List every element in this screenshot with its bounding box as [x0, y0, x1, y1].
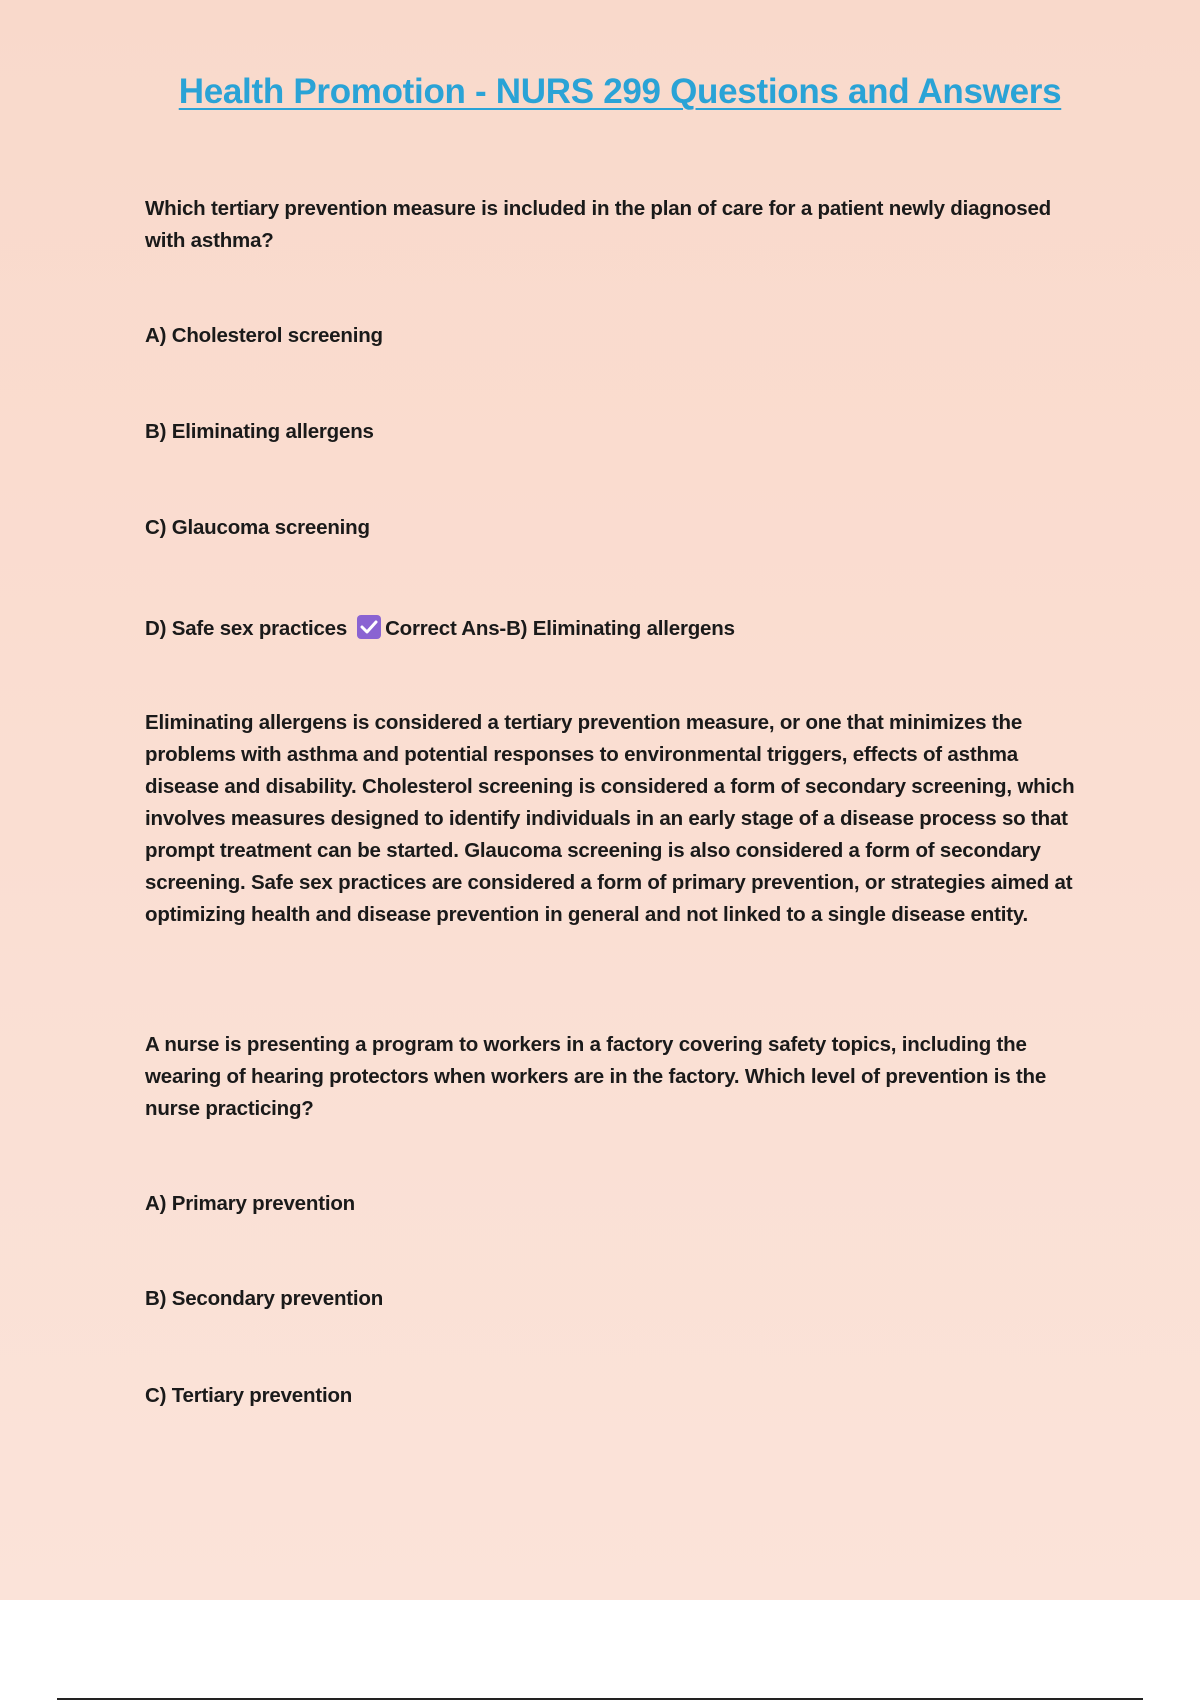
question-2-option-b: B) Secondary prevention	[145, 1287, 384, 1310]
question-1-option-a: A) Cholesterol screening	[145, 324, 383, 347]
question-1-option-c: C) Glaucoma screening	[145, 516, 370, 539]
question-1-option-b: B) Eliminating allergens	[145, 420, 374, 443]
document-title: Health Promotion - NURS 299 Questions and Answers	[178, 72, 1062, 111]
question-1-option-d: D) Safe sex practices	[145, 617, 348, 640]
check-box-icon	[357, 615, 381, 639]
question-2-option-a: A) Primary prevention	[145, 1192, 355, 1215]
question-1-text: Which tertiary prevention measure is included in the plan of care for a patient newly diagnosed with asthma?	[145, 197, 1051, 252]
question-2-option-c: C) Tertiary prevention	[145, 1384, 353, 1407]
correct-answer: Correct Ans-B) Eliminating allergens	[385, 617, 735, 640]
question-1-explanation: Eliminating allergens is considered a tertiary prevention measure, or one that minimizes the problems with asthma and potential responses to environmental triggers, effects of asthma disease and disability. Cholesterol screening is considered a form of secondary screening, which involves measures designed to identify individuals in an early stage of a disease process so that prompt treatment can be started. Glaucoma screening is also considered a form of secondary screening. Safe sex practices are considered a form of primary prevention, or strategies aimed at optimizing health and disease prevention in general and not linked to a single disease entity.	[145, 711, 1075, 926]
question-2-text: A nurse is presenting a program to workers in a factory covering safety topics, including the wearing of hearing protectors when workers are in the factory. Which level of prevention is the nurse practicing?	[145, 1033, 1047, 1120]
question-1-option-d-row	[145, 613, 1095, 645]
